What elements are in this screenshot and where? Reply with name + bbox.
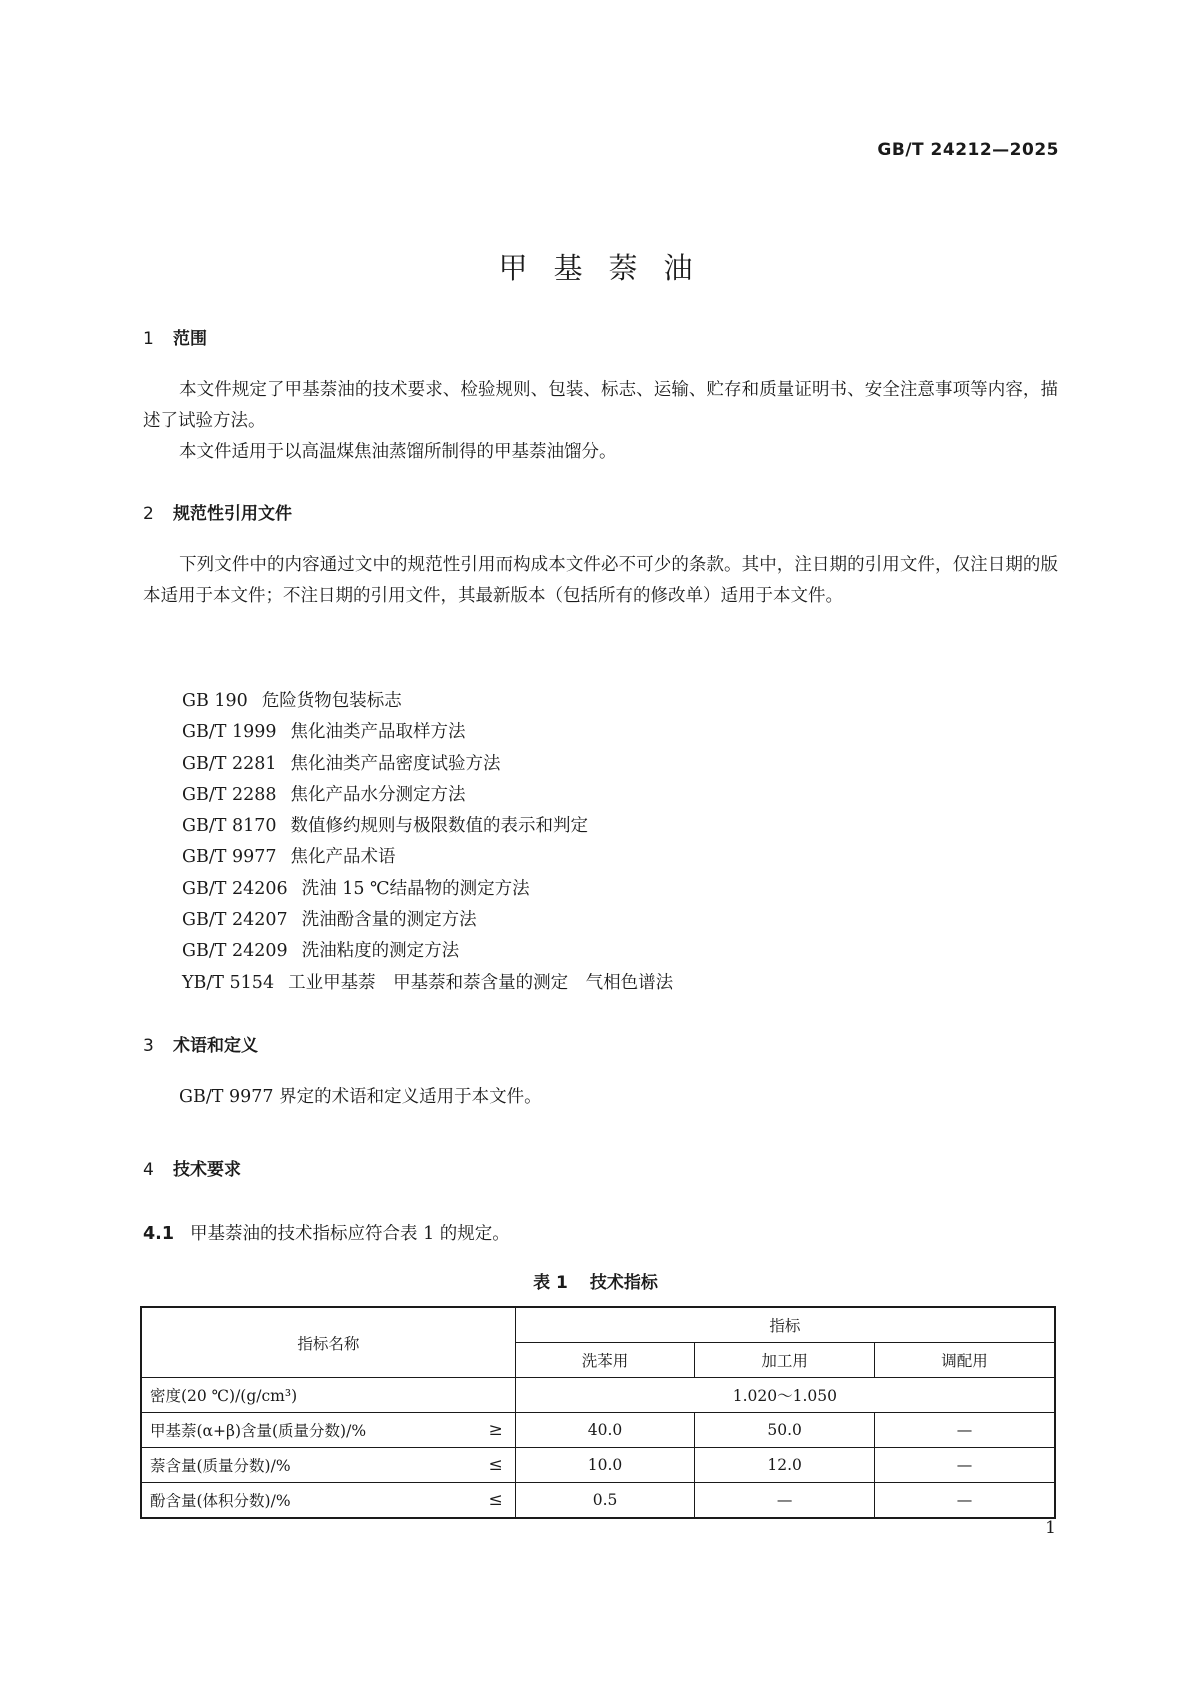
clause-text: 甲基萘油的技术指标应符合表 1 的规定。 [190,1224,510,1244]
header-index-group: 指标 [515,1307,1055,1343]
section-2-paragraph-1 [143,550,1058,612]
section-title: 技术要求 [173,1160,241,1180]
table-number: 表 1 [533,1273,568,1293]
row-name-cell [141,1413,515,1448]
reference-code: GB/T 2288 [182,784,277,805]
reference-title: 数值修约规则与极限数值的表示和判定 [290,816,589,837]
header-column: 调配用 [874,1343,1055,1378]
comparison-operator: ≤ [488,1490,503,1510]
reference-list [182,686,673,999]
reference-title: 洗油酚含量的测定方法 [301,910,477,931]
table-row [141,1448,1055,1483]
reference-item [182,968,673,999]
row-name-cell [141,1448,515,1483]
section-number: 3 [143,1036,154,1056]
reference-title: 焦化产品水分测定方法 [290,784,466,805]
value-cell: 0.5 [515,1483,695,1519]
value-cell: 10.0 [515,1448,695,1483]
paragraph-text: 下列文件中的内容通过文中的规范性引用而构成本文件必不可少的条款。其中，注日期的引用文件，仅注日期的版本适用于本文件；不注日期的引用文件，其最新版本（包括所有的修改单）适用于本文件。 [143,555,1058,606]
paragraph-text: 本文件规定了甲基萘油的技术要求、检验规则、包装、标志、运输、贮存和质量证明书、安全注意事项等内容，描述了试验方法。 [143,380,1058,431]
row-name: 酚含量(体积分数)/% [150,1492,291,1510]
paragraph-text: GB/T 9977 界定的术语和定义适用于本文件。 [179,1087,542,1107]
technical-index-table [140,1306,1056,1519]
reference-item [182,811,673,842]
section-title: 规范性引用文件 [173,504,292,524]
reference-item [182,780,673,811]
reference-code: YB/T 5154 [182,972,275,993]
reference-item [182,686,673,717]
section-title: 范围 [173,329,207,349]
reference-item [182,717,673,748]
reference-item [182,936,673,967]
clause-number: 4.1 [143,1224,175,1244]
comparison-operator: ≥ [488,1420,503,1440]
row-name: 萘含量(质量分数)/% [150,1457,291,1475]
value-cell: 40.0 [515,1413,695,1448]
row-name: 密度(20 ℃)/(g/cm³) [150,1387,298,1405]
reference-code: GB/T 24207 [182,910,288,931]
section-3-paragraph-1 [143,1082,1058,1113]
reference-code: GB/T 24209 [182,941,288,962]
header-index-name: 指标名称 [141,1307,515,1378]
section-1-paragraph-2 [143,437,1058,468]
row-name: 甲基萘(α+β)含量(质量分数)/% [150,1422,367,1440]
table-title: 技术指标 [589,1273,658,1293]
table-caption [0,1268,1191,1293]
reference-title: 焦化油类产品取样方法 [290,722,466,743]
row-name-cell [141,1483,515,1519]
table-row [141,1413,1055,1448]
reference-code: GB/T 1999 [182,722,277,743]
reference-code: GB/T 24206 [182,878,288,899]
value-cell: — [874,1483,1055,1519]
reference-code: GB 190 [182,691,248,711]
reference-title: 洗油粘度的测定方法 [301,941,460,962]
table-row [141,1378,1055,1413]
document-title: 甲基萘油 [498,251,719,285]
reference-item [182,874,673,905]
reference-item [182,905,673,936]
reference-item [182,842,673,873]
row-name-cell [141,1378,515,1413]
reference-code: GB/T 8170 [182,816,277,837]
reference-title: 危险货物包装标志 [261,691,402,711]
clause-4-1 [143,1220,510,1245]
standard-code: GB/T 24212—2025 [877,140,1059,160]
reference-code: GB/T 9977 [182,847,277,868]
section-number: 4 [143,1160,154,1180]
page-number: 1 [1045,1518,1056,1538]
value-cell: — [874,1413,1055,1448]
reference-code: GB/T 2281 [182,753,277,774]
reference-title: 工业甲基萘 甲基萘和萘含量的测定 气相色谱法 [288,972,674,993]
reference-title: 焦化油类产品密度试验方法 [290,753,501,774]
section-3-heading [143,1031,258,1056]
comparison-operator: ≤ [488,1455,503,1475]
reference-title: 洗油 15 ℃结晶物的测定方法 [301,878,530,899]
header-column: 洗苯用 [515,1343,695,1378]
value-cell: — [874,1448,1055,1483]
section-1-paragraph-1 [143,375,1058,437]
table-header-row [141,1307,1055,1343]
table-row [141,1483,1055,1519]
value-cell: 12.0 [695,1448,875,1483]
paragraph-text: 本文件适用于以高温煤焦油蒸馏所制得的甲基萘油馏分。 [179,442,617,462]
reference-item [182,749,673,780]
merged-value-cell: 1.020～1.050 [515,1378,1055,1413]
reference-title: 焦化产品术语 [290,847,396,868]
value-cell: — [695,1483,875,1519]
section-title: 术语和定义 [173,1036,258,1056]
section-1-heading [143,324,207,349]
section-4-heading [143,1155,241,1180]
value-cell: 50.0 [695,1413,875,1448]
section-2-heading [143,499,292,524]
section-number: 1 [143,329,154,349]
section-number: 2 [143,504,154,524]
header-column: 加工用 [695,1343,875,1378]
